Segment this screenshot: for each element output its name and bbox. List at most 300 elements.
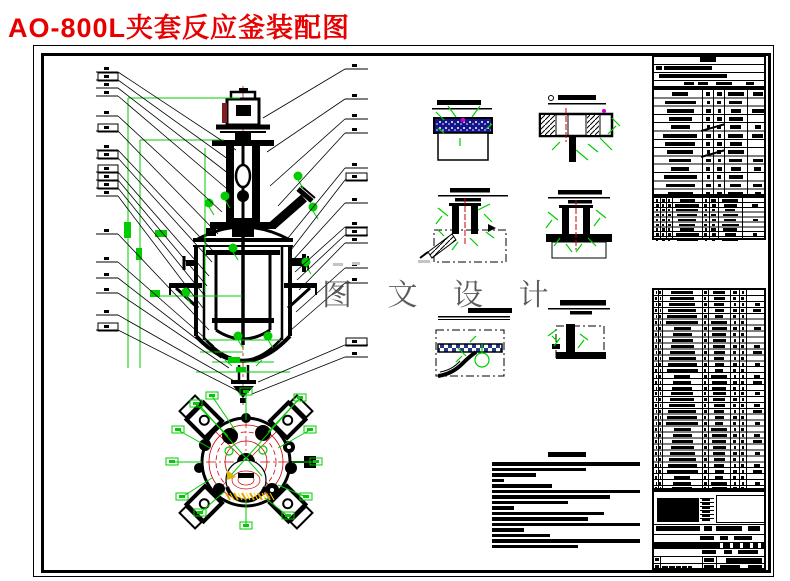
callout-number-mark (104, 67, 109, 70)
redacted-text-bar (667, 315, 697, 318)
callout-leader (118, 80, 232, 162)
redacted-text-bar (676, 233, 699, 236)
redacted-text-bar (754, 345, 760, 348)
redacted-text-bar (704, 428, 706, 431)
redacted-text-bar (714, 357, 724, 360)
redacted-text-bar (660, 476, 661, 479)
redacted-text-bar (672, 92, 688, 96)
redacted-text-bar (668, 204, 671, 207)
redacted-text-bar (729, 101, 742, 105)
redacted-text-bar (725, 209, 735, 212)
redacted-text-bar (717, 117, 722, 121)
redacted-text-bar (677, 214, 697, 217)
redacted-text-bar (656, 66, 662, 70)
redacted-text-bar (754, 434, 760, 437)
redacted-text-bar (662, 238, 665, 241)
redacted-text-bar (706, 167, 710, 171)
redacted-text-bar (755, 303, 760, 306)
redacted-text-bar (731, 109, 741, 113)
anchor-agitator (206, 235, 280, 345)
redacted-text-bar (668, 410, 696, 413)
redacted-text-bar (726, 558, 762, 563)
redacted-text-bar (659, 398, 661, 401)
redacted-text-bar (655, 309, 657, 312)
redacted-text-bar (730, 142, 742, 146)
redacted-text-bar (656, 422, 657, 425)
redacted-text-bar (734, 357, 736, 360)
table-column-line (702, 198, 703, 238)
redacted-text-bar (734, 482, 736, 485)
redacted-text-bar (656, 219, 658, 222)
redacted-text-bar (667, 470, 698, 473)
weld-detail-2 (540, 95, 620, 162)
title-block-row-line (654, 556, 764, 557)
redacted-text-bar (704, 303, 707, 306)
redacted-text-bar (655, 333, 657, 336)
redacted-text-bar (741, 309, 744, 312)
callout-number-mark (352, 64, 357, 67)
table-header-block (652, 55, 766, 88)
notes-line-bar (492, 462, 640, 466)
redacted-text-bar (722, 224, 739, 227)
redacted-text-bar (742, 398, 744, 401)
weld-detail-1 (432, 100, 492, 160)
callout-number-mark (352, 175, 357, 178)
redacted-text-bar (670, 452, 695, 455)
redacted-text-bar (753, 351, 762, 354)
redacted-text-bar (672, 339, 693, 342)
redacted-text-bar (655, 404, 657, 407)
redacted-text-bar (669, 159, 691, 163)
callout-number-mark (104, 191, 109, 194)
redacted-text-bar (753, 381, 762, 384)
redacted-text-bar (713, 345, 725, 348)
redacted-text-bar (669, 117, 692, 121)
redacted-text-bar (655, 428, 657, 431)
page-title: AO-800L夹套反应釜装配图 (8, 13, 351, 43)
redacted-text-bar (738, 550, 758, 554)
redacted-text-bar (660, 381, 661, 384)
callout-number-mark (352, 222, 357, 225)
redacted-text-bar (664, 175, 697, 179)
redacted-text-bar (753, 219, 758, 222)
redacted-text-bar (704, 422, 707, 425)
notes-line-bar (492, 506, 514, 510)
redacted-text-bar (715, 309, 724, 312)
redacted-text-bar (680, 228, 694, 231)
table-row-line (654, 72, 764, 73)
callout-leader (263, 69, 345, 118)
redacted-text-bar (662, 219, 665, 222)
redacted-text-bar (704, 351, 707, 354)
redacted-text-bar (733, 315, 736, 318)
redacted-text-bar (742, 363, 744, 366)
drawing-number-cell (716, 495, 766, 523)
redacted-text-bar (702, 507, 710, 509)
redacted-text-bar (753, 470, 762, 473)
redacted-text-bar (717, 142, 722, 146)
redacted-text-bar (655, 476, 657, 479)
redacted-text-bar (706, 159, 711, 163)
redacted-text-bar (704, 565, 714, 569)
redacted-text-bar (669, 458, 696, 461)
redacted-text-bar (712, 333, 726, 336)
redacted-text-bar (754, 327, 761, 330)
redacted-text-bar (704, 476, 706, 479)
redacted-text-bar (748, 526, 760, 531)
redacted-text-bar (704, 333, 706, 336)
redacted-text-bar (659, 458, 661, 461)
callout-leader (267, 99, 345, 152)
redacted-text-bar (714, 297, 725, 300)
redacted-text-bar (705, 228, 707, 231)
redacted-text-bar (704, 233, 707, 236)
redacted-text-bar (742, 410, 744, 413)
redacted-text-bar (730, 184, 741, 188)
title-block-dark-cell (657, 498, 699, 522)
redacted-text-bar (704, 327, 707, 330)
redacted-text-bar (715, 476, 723, 479)
redacted-text-bar (734, 321, 736, 324)
redacted-text-bar (753, 440, 762, 443)
title-block-row-line (654, 524, 764, 525)
redacted-text-bar (716, 82, 732, 85)
redacted-text-bar (660, 309, 661, 312)
redacted-text-bar (659, 339, 661, 342)
redacted-text-bar (742, 327, 744, 330)
redacted-text-bar (702, 519, 710, 521)
redacted-text-bar (742, 470, 744, 473)
redacted-text-bar (742, 446, 744, 449)
redacted-text-bar (660, 321, 661, 324)
watermark-artifact (352, 262, 360, 265)
redacted-text-bar (733, 416, 737, 419)
redacted-text-bar (656, 398, 657, 401)
redacted-text-bar (704, 526, 712, 531)
redacted-text-bar (668, 309, 696, 312)
callout-number-mark (352, 114, 357, 117)
redacted-text-bar (682, 566, 687, 570)
notes-line-bar (492, 490, 640, 494)
redacted-text-bar (714, 303, 724, 306)
redacted-text-bar (723, 228, 737, 231)
redacted-text-bar (704, 315, 707, 318)
redacted-text-bar (741, 333, 744, 336)
redacted-text-bar (742, 482, 744, 485)
redacted-text-bar (753, 92, 763, 96)
redacted-text-bar (665, 142, 695, 146)
redacted-text-bar (673, 434, 692, 437)
dimension-text-mark (236, 367, 246, 372)
redacted-text-bar (660, 392, 661, 395)
watermark-text: 图 文 设 计 (322, 279, 563, 312)
redacted-text-bar (712, 209, 715, 212)
band-tick (730, 543, 733, 548)
redacted-text-bar (669, 404, 695, 407)
redacted-text-bar (712, 238, 715, 241)
redacted-text-bar (659, 327, 661, 330)
redacted-text-bar (666, 184, 695, 188)
redacted-text-bar (656, 315, 657, 318)
nozzle-plan-circle (194, 463, 204, 473)
redacted-text-bar (704, 392, 706, 395)
redacted-text-bar (718, 109, 721, 113)
weld-flag-circle (264, 332, 273, 341)
redacted-text-bar (671, 345, 694, 348)
redacted-text-bar (714, 351, 725, 354)
callout-number-mark (352, 94, 357, 97)
redacted-text-bar (741, 369, 744, 372)
callout-number-mark (104, 91, 109, 94)
redacted-text-bar (656, 410, 657, 413)
table-column-line (746, 290, 747, 488)
title-block-row-line (654, 563, 764, 564)
redacted-text-bar (659, 303, 661, 306)
notes-line-bar (492, 501, 568, 505)
redacted-text-bar (720, 565, 740, 569)
redacted-text-bar (705, 199, 707, 202)
redacted-text-bar (655, 565, 659, 568)
redacted-text-bar (670, 398, 694, 401)
redacted-text-bar (704, 404, 706, 407)
redacted-text-bar (655, 345, 657, 348)
redacted-text-bar (715, 470, 724, 473)
redacted-text-bar (704, 398, 707, 401)
redacted-text-bar (742, 339, 744, 342)
redacted-text-bar (662, 224, 664, 227)
redacted-text-bar (733, 398, 737, 401)
redacted-text-bar (730, 125, 741, 129)
watermark-artifact (333, 263, 343, 266)
redacted-text-bar (704, 446, 707, 449)
redacted-text-bar (723, 214, 738, 217)
redacted-text-bar (704, 345, 706, 348)
redacted-text-bar (717, 92, 722, 96)
redacted-text-bar (733, 351, 736, 354)
redacted-text-bar (705, 209, 707, 212)
redacted-text-bar (731, 167, 741, 171)
redacted-text-bar (673, 381, 691, 384)
notes-line-bar (492, 468, 586, 472)
redacted-text-bar (659, 434, 661, 437)
redacted-text-bar (704, 558, 714, 562)
drive-lantern-frame (210, 132, 276, 237)
redacted-text-bar (704, 297, 706, 300)
redacted-text-bar (656, 363, 657, 366)
redacted-text-bar (722, 238, 738, 241)
table-column-line (724, 90, 725, 194)
redacted-text-bar (704, 204, 707, 207)
redacted-text-bar (662, 209, 665, 212)
title-block-row-line (654, 534, 764, 535)
redacted-text-bar (704, 440, 706, 443)
redacted-text-bar (655, 416, 657, 419)
redacted-text-bar (734, 464, 736, 467)
redacted-text-bar (715, 416, 724, 419)
bottom-plan-view (166, 388, 322, 529)
redacted-text-bar (671, 446, 694, 449)
redacted-text-bar (655, 369, 657, 372)
redacted-text-bar (704, 363, 707, 366)
redacted-text-bar (706, 184, 711, 188)
redacted-text-bar (668, 209, 670, 212)
redacted-text-bar (716, 526, 742, 531)
redacted-text-bar (673, 482, 691, 485)
redacted-text-bar (704, 482, 707, 485)
redacted-text-bar (734, 446, 736, 449)
callout-number-mark (104, 126, 109, 129)
redacted-text-bar (754, 375, 760, 378)
title-block-black-band (654, 542, 764, 549)
callout-number-mark (352, 163, 357, 166)
redacted-text-bar (655, 392, 657, 395)
weld-detail-3 (420, 188, 508, 262)
redacted-text-bar (704, 309, 706, 312)
redacted-text-bar (671, 291, 693, 294)
redacted-text-bar (667, 109, 694, 113)
callout-number-mark (104, 75, 109, 78)
title-block (652, 490, 766, 570)
redacted-text-bar (715, 315, 723, 318)
redacted-text-bar (656, 224, 659, 227)
redacted-text-bar (679, 224, 695, 227)
redacted-text-bar (656, 526, 700, 531)
redacted-text-bar (742, 387, 744, 390)
redacted-text-bar (656, 470, 657, 473)
nozzle-plan-circle (285, 462, 297, 474)
notes-line-bar (492, 495, 610, 499)
redacted-text-bar (702, 515, 710, 517)
redacted-text-bar (712, 224, 715, 227)
redacted-text-bar (672, 440, 693, 443)
redacted-text-bar (755, 422, 760, 425)
redacted-text-bar (656, 339, 657, 342)
redacted-text-bar (666, 321, 698, 324)
redacted-text-bar (664, 66, 712, 70)
callout-number-mark (104, 183, 109, 186)
redacted-text-bar (717, 175, 721, 179)
redacted-text-bar (667, 416, 697, 419)
redacted-text-bar (674, 327, 691, 330)
redacted-text-bar (754, 464, 760, 467)
redacted-text-bar (733, 387, 736, 390)
redacted-text-bar (718, 159, 721, 163)
callout-number-mark (104, 167, 109, 170)
redacted-text-bar (713, 452, 725, 455)
redacted-text-bar (733, 458, 736, 461)
redacted-text-bar (704, 452, 706, 455)
redacted-text-bar (733, 369, 736, 372)
title-block-column-line (660, 556, 661, 572)
redacted-text-bar (734, 536, 752, 540)
redacted-text-bar (713, 446, 726, 449)
redacted-text-bar (668, 228, 670, 231)
redacted-text-bar (752, 109, 764, 113)
redacted-text-bar (711, 375, 727, 378)
redacted-text-bar (715, 363, 724, 366)
redacted-text-bar (712, 219, 716, 222)
redacted-text-bar (741, 440, 744, 443)
redacted-text-bar (660, 428, 661, 431)
callout-number-mark (104, 288, 109, 291)
redacted-text-bar (729, 175, 743, 179)
redacted-text-bar (656, 434, 657, 437)
redacted-text-bar (660, 333, 661, 336)
redacted-text-bar (705, 238, 707, 241)
redacted-text-bar (668, 238, 670, 241)
band-tick (758, 543, 761, 548)
nozzle-schedule-table (652, 196, 766, 240)
weld-flag-circle (182, 288, 191, 297)
callout-number-mark (104, 229, 109, 232)
redacted-text-bar (712, 204, 716, 207)
redacted-text-bar (669, 357, 696, 360)
redacted-text-bar (659, 470, 661, 473)
magenta-marker (461, 118, 466, 123)
callout-leader (118, 131, 218, 234)
redacted-text-bar (712, 381, 727, 384)
technical-characteristics-table (652, 88, 766, 196)
redacted-text-bar (734, 339, 736, 342)
redacted-text-bar (660, 345, 661, 348)
redacted-text-bar (714, 404, 725, 407)
redacted-text-bar (742, 422, 744, 425)
redacted-text-bar (734, 392, 736, 395)
redacted-text-bar (659, 74, 727, 78)
redacted-text-bar (741, 381, 744, 384)
redacted-text-bar (668, 464, 697, 467)
weld-flag-circle (234, 332, 243, 341)
redacted-text-bar (712, 434, 727, 437)
redacted-text-bar (734, 428, 736, 431)
redacted-text-bar (704, 470, 707, 473)
callout-number-mark (104, 111, 109, 114)
redacted-text-bar (698, 82, 708, 85)
redacted-text-bar (673, 333, 692, 336)
redacted-text-bar (753, 410, 762, 413)
redacted-text-bar (662, 233, 664, 236)
redacted-text-bar (741, 428, 744, 431)
redacted-text-bar (713, 291, 725, 294)
redacted-text-bar (660, 416, 661, 419)
callout-leader (118, 330, 240, 392)
callout-number-mark (104, 83, 109, 86)
redacted-text-bar (656, 199, 658, 202)
redacted-text-bar (733, 363, 737, 366)
redacted-text-bar (712, 327, 727, 330)
redacted-text-bar (662, 199, 665, 202)
redacted-text-bar (659, 351, 661, 354)
notes-line-bar (492, 517, 588, 521)
redacted-text-bar (753, 309, 761, 312)
redacted-text-bar (753, 159, 763, 163)
redacted-text-bar (711, 321, 727, 324)
redacted-text-bar (674, 428, 691, 431)
redacted-text-bar (656, 482, 657, 485)
redacted-text-bar (666, 422, 698, 425)
redacted-text-bar (724, 204, 737, 207)
nozzle-plan-circle (222, 428, 238, 444)
callout-number-mark (104, 273, 109, 276)
redacted-text-bar (656, 291, 657, 294)
callout-number-mark (104, 175, 109, 178)
notes-line-bar (492, 473, 536, 477)
table-column-line (718, 198, 719, 238)
redacted-text-bar (656, 228, 658, 231)
weld-detail-5 (436, 308, 512, 376)
redacted-text-bar (665, 101, 696, 105)
callout-leader (118, 293, 229, 368)
